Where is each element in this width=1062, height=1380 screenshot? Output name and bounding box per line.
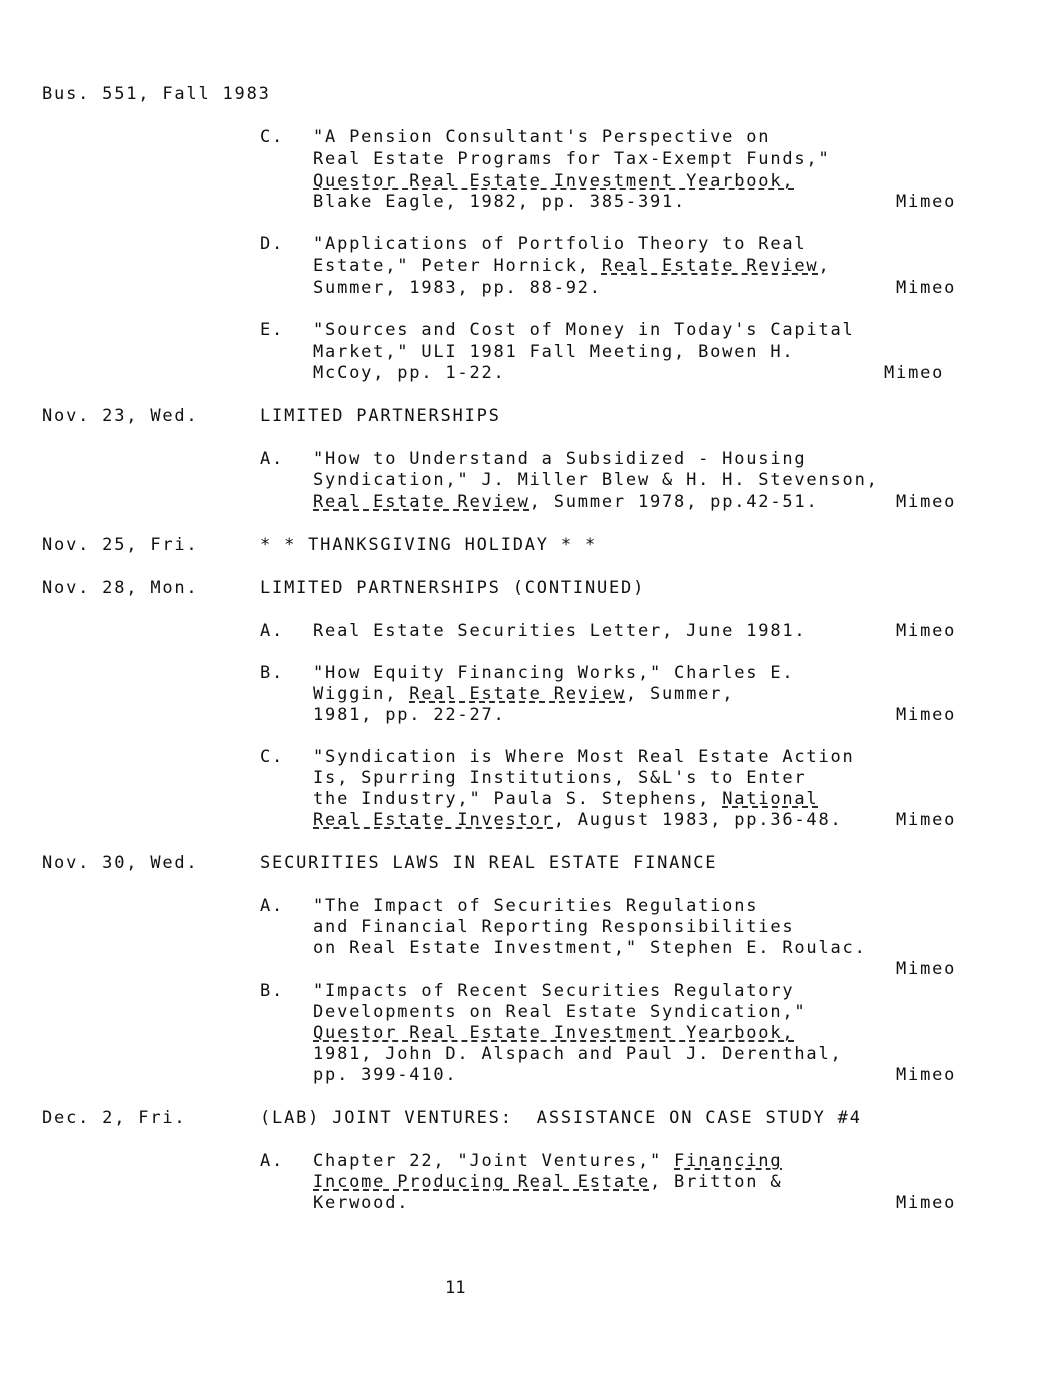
item-letter: E. — [260, 320, 285, 340]
mimeo-label: Mimeo — [896, 959, 957, 979]
item-line: "Sources and Cost of Money in Today's Capital — [313, 320, 855, 340]
item-letter: A. — [260, 449, 285, 469]
item-line: "How to Understand a Subsidized - Housing — [313, 449, 807, 469]
item-text: Chapter 22, "Joint Ventures," — [313, 1151, 675, 1171]
item-text: , Summer 1978, pp.42-51. — [529, 492, 819, 512]
item-line: "Syndication is Where Most Real Estate Action — [313, 747, 855, 767]
session-title: LIMITED PARTNERSHIPS (CONTINUED) — [260, 578, 646, 598]
item-text: , Summer, — [625, 684, 735, 704]
item-letter: A. — [260, 896, 285, 916]
item-line — [313, 256, 831, 277]
item-line: 1981, pp. 22-27. — [313, 705, 506, 725]
session-date: Nov. 23, Wed. — [42, 406, 199, 426]
journal-title: Real Estate Review — [409, 684, 626, 704]
session-date: Nov. 30, Wed. — [42, 853, 199, 873]
item-line-underlined: Questor Real Estate Investment Yearbook, — [313, 1023, 795, 1043]
mimeo-label: Mimeo — [896, 705, 957, 725]
item-line: Summer, 1983, pp. 88-92. — [313, 278, 602, 298]
book-title: Financing — [674, 1151, 783, 1171]
mimeo-label: Mimeo — [896, 1193, 957, 1213]
item-text: Wiggin, — [313, 684, 410, 704]
book-title: Income Producing Real Estate — [313, 1172, 650, 1192]
item-line — [313, 789, 818, 810]
item-letter: C. — [260, 127, 285, 147]
item-line: Developments on Real Estate Syndication," — [313, 1002, 807, 1022]
item-letter: D. — [260, 234, 285, 254]
mimeo-label: Mimeo — [896, 621, 957, 641]
session-title: * * THANKSGIVING HOLIDAY * * — [260, 535, 597, 555]
item-letter: B. — [260, 663, 285, 683]
item-line — [313, 492, 818, 513]
session-date: Nov. 25, Fri. — [42, 535, 199, 555]
item-line: Is, Spurring Institutions, S&L's to Enter — [313, 768, 807, 788]
mimeo-label: Mimeo — [896, 492, 957, 512]
session-title: SECURITIES LAWS IN REAL ESTATE FINANCE — [260, 853, 718, 873]
session-date: Nov. 28, Mon. — [42, 578, 199, 598]
item-letter: B. — [260, 981, 285, 1001]
journal-title: National — [722, 789, 819, 809]
item-line: Kerwood. — [313, 1193, 410, 1213]
item-text: , August 1983, pp.36-48. — [553, 810, 843, 830]
mimeo-label: Mimeo — [896, 278, 957, 298]
item-line: Market," ULI 1981 Fall Meeting, Bowen H. — [313, 342, 795, 362]
item-letter: A. — [260, 1151, 285, 1171]
session-date: Dec. 2, Fri. — [42, 1108, 187, 1128]
mimeo-label: Mimeo — [896, 1065, 957, 1085]
item-text: the Industry," Paula S. Stephens, — [313, 789, 723, 809]
item-letter: A. — [260, 621, 285, 641]
item-line — [313, 1172, 782, 1193]
course-header: Bus. 551, Fall 1983 — [42, 84, 271, 104]
item-line: "Applications of Portfolio Theory to Real — [313, 234, 807, 254]
mimeo-label: Mimeo — [896, 810, 957, 830]
journal-title: Real Estate Review — [601, 256, 819, 276]
item-line: "The Impact of Securities Regulations — [313, 896, 759, 916]
item-line: Syndication," J. Miller Blew & H. H. Stevenson, — [313, 470, 879, 490]
item-line: Blake Eagle, 1982, pp. 385-391. — [313, 192, 687, 212]
session-title: (LAB) JOINT VENTURES: ASSISTANCE ON CASE STUDY #4 — [260, 1108, 862, 1128]
item-line: 1981, John D. Alspach and Paul J. Derenthal, — [313, 1044, 843, 1064]
item-line: "A Pension Consultant's Perspective on — [313, 127, 771, 147]
mimeo-label: Mimeo — [884, 363, 945, 383]
item-line — [313, 1151, 782, 1172]
item-line — [313, 810, 843, 831]
item-line — [313, 684, 734, 705]
item-line: and Financial Reporting Responsibilities — [313, 917, 795, 937]
session-title: LIMITED PARTNERSHIPS — [260, 406, 501, 426]
item-line-underlined: Questor Real Estate Investment Yearbook, — [313, 171, 795, 191]
item-text: , Britton & — [649, 1172, 783, 1192]
item-line: "How Equity Financing Works," Charles E. — [313, 663, 795, 683]
item-text: , — [818, 256, 831, 276]
item-line: pp. 399-410. — [313, 1065, 458, 1085]
mimeo-label: Mimeo — [896, 192, 957, 212]
page-number: 11 — [445, 1278, 466, 1298]
item-line: McCoy, pp. 1-22. — [313, 363, 506, 383]
item-line: Real Estate Programs for Tax-Exempt Funds," — [313, 149, 831, 169]
item-line: Real Estate Securities Letter, June 1981. — [313, 621, 807, 641]
journal-title: Real Estate Investor — [313, 810, 554, 830]
journal-title: Real Estate Review — [313, 492, 530, 512]
item-line: on Real Estate Investment," Stephen E. Roulac. — [313, 938, 867, 958]
item-line: "Impacts of Recent Securities Regulatory — [313, 981, 795, 1001]
item-text: Estate," Peter Hornick, — [313, 256, 602, 276]
item-letter: C. — [260, 747, 285, 767]
